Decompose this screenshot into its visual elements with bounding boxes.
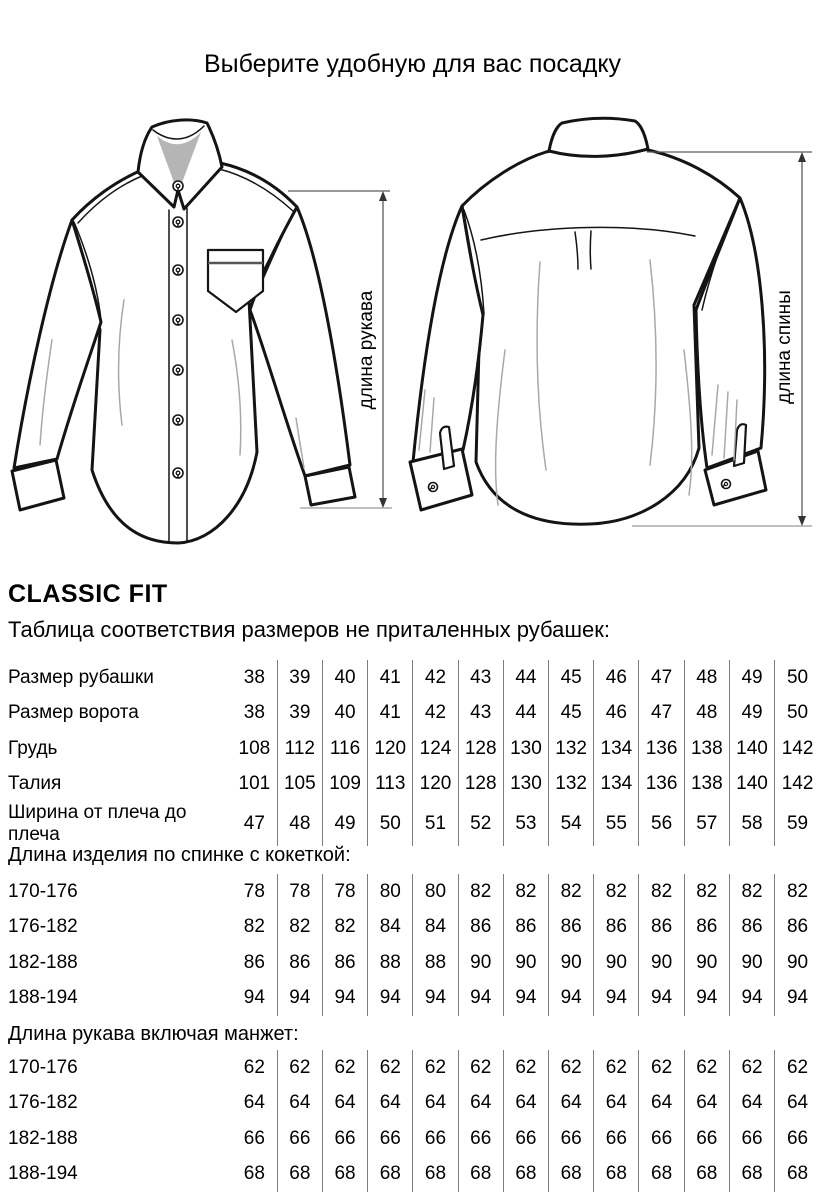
- size-value-cell: 44: [503, 696, 548, 732]
- size-value-cell: 50: [775, 696, 820, 732]
- size-value-cell: 66: [458, 1121, 503, 1157]
- table-row: [8, 696, 820, 732]
- size-value-cell: 82: [277, 910, 322, 946]
- size-value-cell: 62: [594, 1050, 639, 1086]
- size-value-cell: 90: [594, 945, 639, 981]
- size-value-cell: 124: [413, 731, 458, 767]
- section-header-back-length: Длина изделия по спинке с кокеткой:: [8, 844, 351, 866]
- size-value-cell: 62: [243, 1056, 265, 1078]
- size-value-cell: 66: [639, 1121, 684, 1157]
- row-label: Размер рубашки: [8, 666, 154, 688]
- size-value-cell: 62: [458, 1050, 503, 1086]
- size-value-cell: 64: [458, 1086, 503, 1122]
- size-value-cell: 62: [684, 1050, 729, 1086]
- size-value-cell: 41: [368, 696, 413, 732]
- size-value-cell: 51: [413, 802, 458, 846]
- size-value-cell: 49: [729, 696, 774, 732]
- size-value-cell: 57: [684, 802, 729, 846]
- size-value-cell: 68: [458, 1157, 503, 1193]
- size-value-cell: 64: [775, 1086, 820, 1122]
- size-value-cell: 80: [413, 874, 458, 910]
- size-value-cell: 66: [503, 1121, 548, 1157]
- size-value-cell: 94: [458, 981, 503, 1017]
- back-collar: [549, 118, 648, 156]
- size-value-cell: 94: [775, 981, 820, 1017]
- size-value-cell: 64: [277, 1086, 322, 1122]
- row-label: Талия: [8, 773, 62, 795]
- size-value-cell: 136: [639, 731, 684, 767]
- size-value-cell: 50: [775, 660, 820, 696]
- size-value-cell: 90: [639, 945, 684, 981]
- size-value-cell: 62: [775, 1050, 820, 1086]
- size-value-cell: 140: [729, 767, 774, 803]
- size-value-cell: 47: [243, 813, 265, 834]
- size-value-cell: 86: [549, 910, 594, 946]
- table-row: [8, 874, 820, 910]
- table-row: [8, 945, 820, 981]
- size-value-cell: 66: [413, 1121, 458, 1157]
- back-left-cuff: [410, 449, 472, 510]
- size-value-cell: 64: [413, 1086, 458, 1122]
- size-value-cell: 134: [594, 767, 639, 803]
- shirt-diagrams: [0, 0, 825, 580]
- row-label: 176-182: [8, 1092, 78, 1114]
- size-value-cell: 90: [458, 945, 503, 981]
- size-value-cell: 90: [684, 945, 729, 981]
- size-value-cell: 82: [503, 874, 548, 910]
- size-value-cell: 86: [729, 910, 774, 946]
- size-value-cell: 130: [503, 731, 548, 767]
- table-row: [8, 1121, 820, 1157]
- size-value-cell: 50: [368, 802, 413, 846]
- size-value-cell: 120: [413, 767, 458, 803]
- size-value-cell: 42: [413, 696, 458, 732]
- size-value-cell: 64: [243, 1092, 265, 1114]
- size-value-cell: 86: [243, 951, 265, 973]
- size-value-cell: 90: [549, 945, 594, 981]
- size-value-cell: 132: [549, 731, 594, 767]
- size-value-cell: 68: [243, 1163, 265, 1185]
- size-value-cell: 116: [322, 731, 367, 767]
- size-value-cell: 64: [503, 1086, 548, 1122]
- size-value-cell: 64: [594, 1086, 639, 1122]
- size-value-cell: 138: [684, 731, 729, 767]
- size-value-cell: 82: [594, 874, 639, 910]
- size-value-cell: 44: [503, 660, 548, 696]
- back-length-label: длина спины: [774, 290, 795, 404]
- size-value-cell: 64: [549, 1086, 594, 1122]
- size-value-cell: 88: [368, 945, 413, 981]
- size-value-cell: 94: [639, 981, 684, 1017]
- table-row: [8, 981, 820, 1017]
- size-value-cell: 62: [729, 1050, 774, 1086]
- size-value-cell: 130: [503, 767, 548, 803]
- size-value-cell: 142: [775, 767, 820, 803]
- size-value-cell: 39: [277, 696, 322, 732]
- size-value-cell: 80: [368, 874, 413, 910]
- size-value-cell: 62: [503, 1050, 548, 1086]
- row-label: Размер ворота: [8, 702, 139, 724]
- size-value-cell: 48: [684, 696, 729, 732]
- size-value-cell: 66: [243, 1127, 265, 1149]
- size-value-cell: 66: [549, 1121, 594, 1157]
- size-value-cell: 68: [322, 1157, 367, 1193]
- size-value-cell: 62: [639, 1050, 684, 1086]
- size-value-cell: 101: [238, 773, 271, 795]
- size-value-cell: 94: [684, 981, 729, 1017]
- size-value-cell: 64: [322, 1086, 367, 1122]
- size-value-cell: 86: [639, 910, 684, 946]
- size-table-back-length: [8, 874, 820, 1016]
- size-value-cell: 42: [413, 660, 458, 696]
- size-value-cell: 94: [413, 981, 458, 1017]
- size-value-cell: 82: [243, 916, 265, 938]
- size-value-cell: 39: [277, 660, 322, 696]
- size-value-cell: 68: [775, 1157, 820, 1193]
- size-value-cell: 41: [368, 660, 413, 696]
- size-value-cell: 49: [322, 802, 367, 846]
- sleeve-length-label: длина рукава: [356, 290, 377, 410]
- size-value-cell: 46: [594, 660, 639, 696]
- size-value-cell: 68: [413, 1157, 458, 1193]
- size-value-cell: 136: [639, 767, 684, 803]
- size-value-cell: 64: [368, 1086, 413, 1122]
- size-value-cell: 53: [503, 802, 548, 846]
- size-value-cell: 134: [594, 731, 639, 767]
- size-value-cell: 68: [639, 1157, 684, 1193]
- size-value-cell: 47: [639, 696, 684, 732]
- size-value-cell: 82: [639, 874, 684, 910]
- size-value-cell: 64: [684, 1086, 729, 1122]
- size-value-cell: 68: [594, 1157, 639, 1193]
- row-label: 182-188: [8, 1127, 78, 1149]
- shirt-back-drawing: [410, 118, 766, 524]
- size-value-cell: 62: [368, 1050, 413, 1086]
- table-row: [8, 767, 820, 803]
- size-value-cell: 45: [549, 660, 594, 696]
- size-value-cell: 86: [322, 945, 367, 981]
- size-value-cell: 43: [458, 696, 503, 732]
- size-value-cell: 112: [277, 731, 322, 767]
- row-label: 170-176: [8, 880, 78, 902]
- size-value-cell: 62: [549, 1050, 594, 1086]
- size-value-cell: 109: [322, 767, 367, 803]
- size-value-cell: 78: [243, 880, 265, 902]
- size-table-main: [8, 660, 820, 846]
- table-row: [8, 1050, 820, 1086]
- size-value-cell: 62: [322, 1050, 367, 1086]
- size-value-cell: 94: [277, 981, 322, 1017]
- size-value-cell: 40: [322, 660, 367, 696]
- size-value-cell: 142: [775, 731, 820, 767]
- size-value-cell: 40: [322, 696, 367, 732]
- size-value-cell: 84: [368, 910, 413, 946]
- size-value-cell: 82: [775, 874, 820, 910]
- row-label: Грудь: [8, 737, 58, 759]
- size-value-cell: 94: [503, 981, 548, 1017]
- size-value-cell: 66: [277, 1121, 322, 1157]
- row-label: 188-194: [8, 1163, 78, 1185]
- size-value-cell: 66: [594, 1121, 639, 1157]
- size-value-cell: 86: [503, 910, 548, 946]
- size-value-cell: 58: [729, 802, 774, 846]
- size-value-cell: 105: [277, 767, 322, 803]
- size-value-cell: 68: [684, 1157, 729, 1193]
- size-value-cell: 68: [368, 1157, 413, 1193]
- size-value-cell: 86: [775, 910, 820, 946]
- table-row: [8, 910, 820, 946]
- size-value-cell: 48: [684, 660, 729, 696]
- size-value-cell: 128: [458, 767, 503, 803]
- size-value-cell: 90: [775, 945, 820, 981]
- size-value-cell: 120: [368, 731, 413, 767]
- table-row: [8, 731, 820, 767]
- size-value-cell: 68: [729, 1157, 774, 1193]
- size-value-cell: 47: [639, 660, 684, 696]
- size-value-cell: 82: [549, 874, 594, 910]
- size-value-cell: 66: [322, 1121, 367, 1157]
- row-label: 170-176: [8, 1056, 78, 1078]
- table-caption: Таблица соответствия размеров не приталенных рубашек:: [8, 617, 610, 642]
- size-value-cell: 132: [549, 767, 594, 803]
- table-row: [8, 660, 820, 696]
- size-value-cell: 66: [775, 1121, 820, 1157]
- size-value-cell: 48: [277, 802, 322, 846]
- size-value-cell: 82: [458, 874, 503, 910]
- size-value-cell: 62: [413, 1050, 458, 1086]
- size-value-cell: 86: [684, 910, 729, 946]
- row-label: 188-194: [8, 987, 78, 1009]
- size-value-cell: 38: [243, 666, 265, 688]
- size-value-cell: 68: [503, 1157, 548, 1193]
- size-value-cell: 68: [277, 1157, 322, 1193]
- size-value-cell: 94: [549, 981, 594, 1017]
- size-value-cell: 55: [594, 802, 639, 846]
- table-row: [8, 1086, 820, 1122]
- size-value-cell: 94: [594, 981, 639, 1017]
- fit-heading: CLASSIC FIT: [8, 580, 168, 608]
- size-value-cell: 54: [549, 802, 594, 846]
- size-value-cell: 66: [684, 1121, 729, 1157]
- size-value-cell: 86: [594, 910, 639, 946]
- size-value-cell: 88: [413, 945, 458, 981]
- table-row: [8, 1157, 820, 1193]
- row-label: 182-188: [8, 951, 78, 973]
- size-value-cell: 90: [729, 945, 774, 981]
- size-value-cell: 66: [729, 1121, 774, 1157]
- size-value-cell: 94: [729, 981, 774, 1017]
- size-value-cell: 82: [729, 874, 774, 910]
- row-label: 176-182: [8, 916, 78, 938]
- size-value-cell: 49: [729, 660, 774, 696]
- size-value-cell: 86: [277, 945, 322, 981]
- section-header-sleeve-length: Длина рукава включая манжет:: [8, 1023, 299, 1045]
- page-title: Выберите удобную для вас посадку: [203, 50, 622, 78]
- size-value-cell: 94: [243, 987, 265, 1009]
- size-value-cell: 78: [322, 874, 367, 910]
- size-value-cell: 90: [503, 945, 548, 981]
- size-value-cell: 45: [549, 696, 594, 732]
- size-value-cell: 82: [684, 874, 729, 910]
- size-value-cell: 66: [368, 1121, 413, 1157]
- size-value-cell: 94: [322, 981, 367, 1017]
- table-row: [8, 802, 820, 846]
- size-value-cell: 64: [639, 1086, 684, 1122]
- size-value-cell: 138: [684, 767, 729, 803]
- size-value-cell: 94: [368, 981, 413, 1017]
- size-value-cell: 46: [594, 696, 639, 732]
- size-value-cell: 140: [729, 731, 774, 767]
- size-value-cell: 82: [322, 910, 367, 946]
- size-value-cell: 86: [458, 910, 503, 946]
- size-value-cell: 84: [413, 910, 458, 946]
- size-value-cell: 68: [549, 1157, 594, 1193]
- size-value-cell: 108: [238, 737, 271, 759]
- size-value-cell: 38: [243, 702, 265, 724]
- size-value-cell: 78: [277, 874, 322, 910]
- size-value-cell: 43: [458, 660, 503, 696]
- size-value-cell: 64: [729, 1086, 774, 1122]
- size-value-cell: 62: [277, 1050, 322, 1086]
- size-value-cell: 52: [458, 802, 503, 846]
- size-table-sleeve-length: [8, 1050, 820, 1192]
- row-label: Ширина от плеча до плеча: [8, 802, 187, 845]
- size-value-cell: 128: [458, 731, 503, 767]
- size-value-cell: 59: [775, 802, 820, 846]
- shirt-front-drawing: [12, 120, 355, 543]
- size-value-cell: 113: [368, 767, 413, 803]
- size-value-cell: 56: [639, 802, 684, 846]
